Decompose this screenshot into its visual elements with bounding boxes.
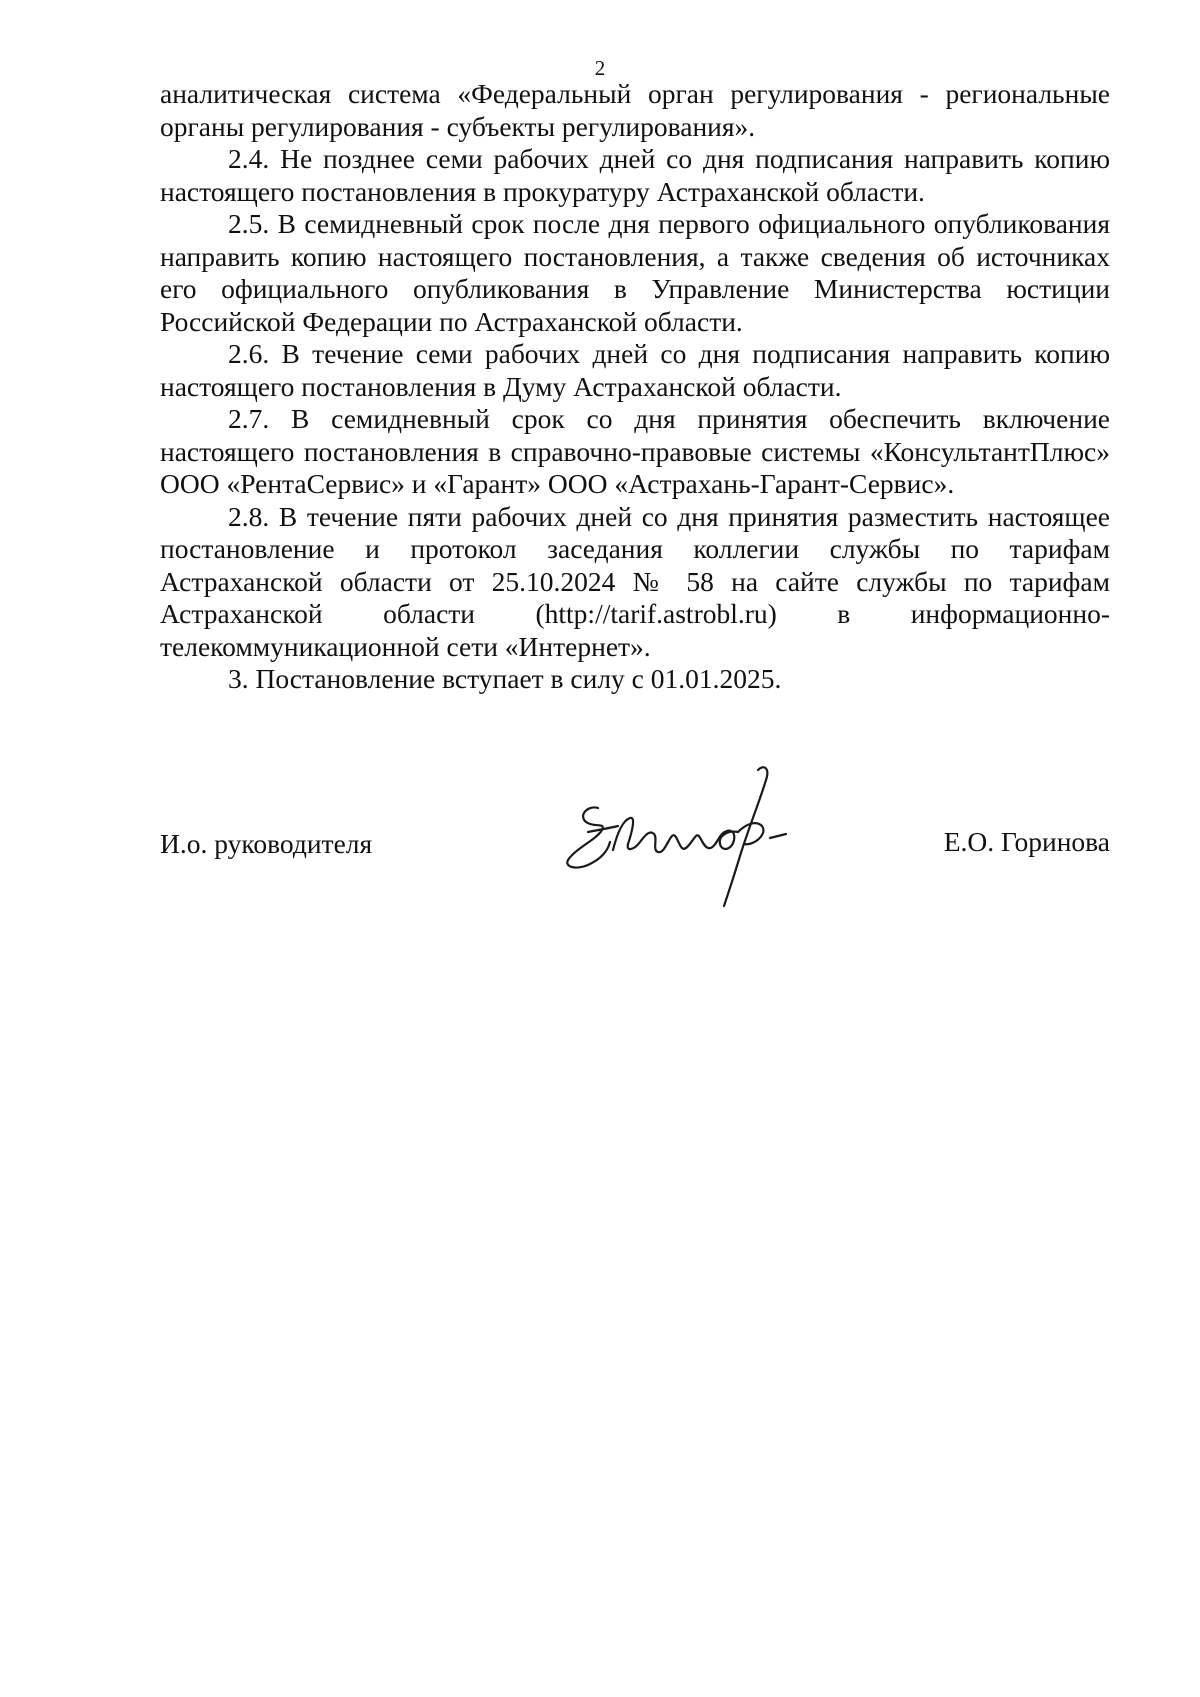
paragraph-2-7: 2.7. В семидневный срок со дня принятия обеспечить включение настоящего постановления в справочно-правовые системы «КонсультантПлюс» ООО «РентаСервис» и «Гарант» ООО «Астрахань-Гарант-Сервис». — [160, 403, 1110, 499]
paragraph-2-5: 2.5. В семидневный срок после дня первого официального опубликования направить копию настоящего постановления, а также сведения об источниках его официального опубликования в Управление Министерства юстиции Российской Федерации по Астраханской области. — [160, 208, 1110, 337]
signature-block — [160, 760, 1110, 930]
paragraph-2-6: 2.6. В течение семи рабочих дней со дня подписания направить копию настоящего постановления в Думу Астраханской области. — [160, 338, 1110, 402]
paragraph-3: 3. Постановление вступает в силу с 01.01.2025. — [228, 663, 782, 694]
handwritten-signature — [558, 760, 798, 910]
paragraph-continuation: аналитическая система «Федеральный орган регулирования - региональные органы регулирования - субъекты регулирования». — [160, 78, 1110, 142]
signatory-role: И.о. руководителя — [160, 828, 373, 859]
paragraph-2-4: 2.4. Не позднее семи рабочих дней со дня подписания направить копию настоящего постановления в прокуратуру Астраханской области. — [160, 143, 1110, 207]
signatory-name: Е.О. Горинова — [943, 826, 1110, 857]
paragraph-2-8: 2.8. В течение пяти рабочих дней со дня принятия разместить настоящее постановление и протокол заседания коллегии службы по тарифам Астраханской области от 25.10.2024 № 58 на сайте службы по тарифам Астраханской области (http://tarif.astrobl.ru) в информационно-телекоммуникационной сети «Интернет». — [160, 500, 1110, 662]
document-body — [160, 78, 1110, 696]
signature-svg — [558, 760, 798, 910]
page-number: 2 — [594, 56, 606, 80]
